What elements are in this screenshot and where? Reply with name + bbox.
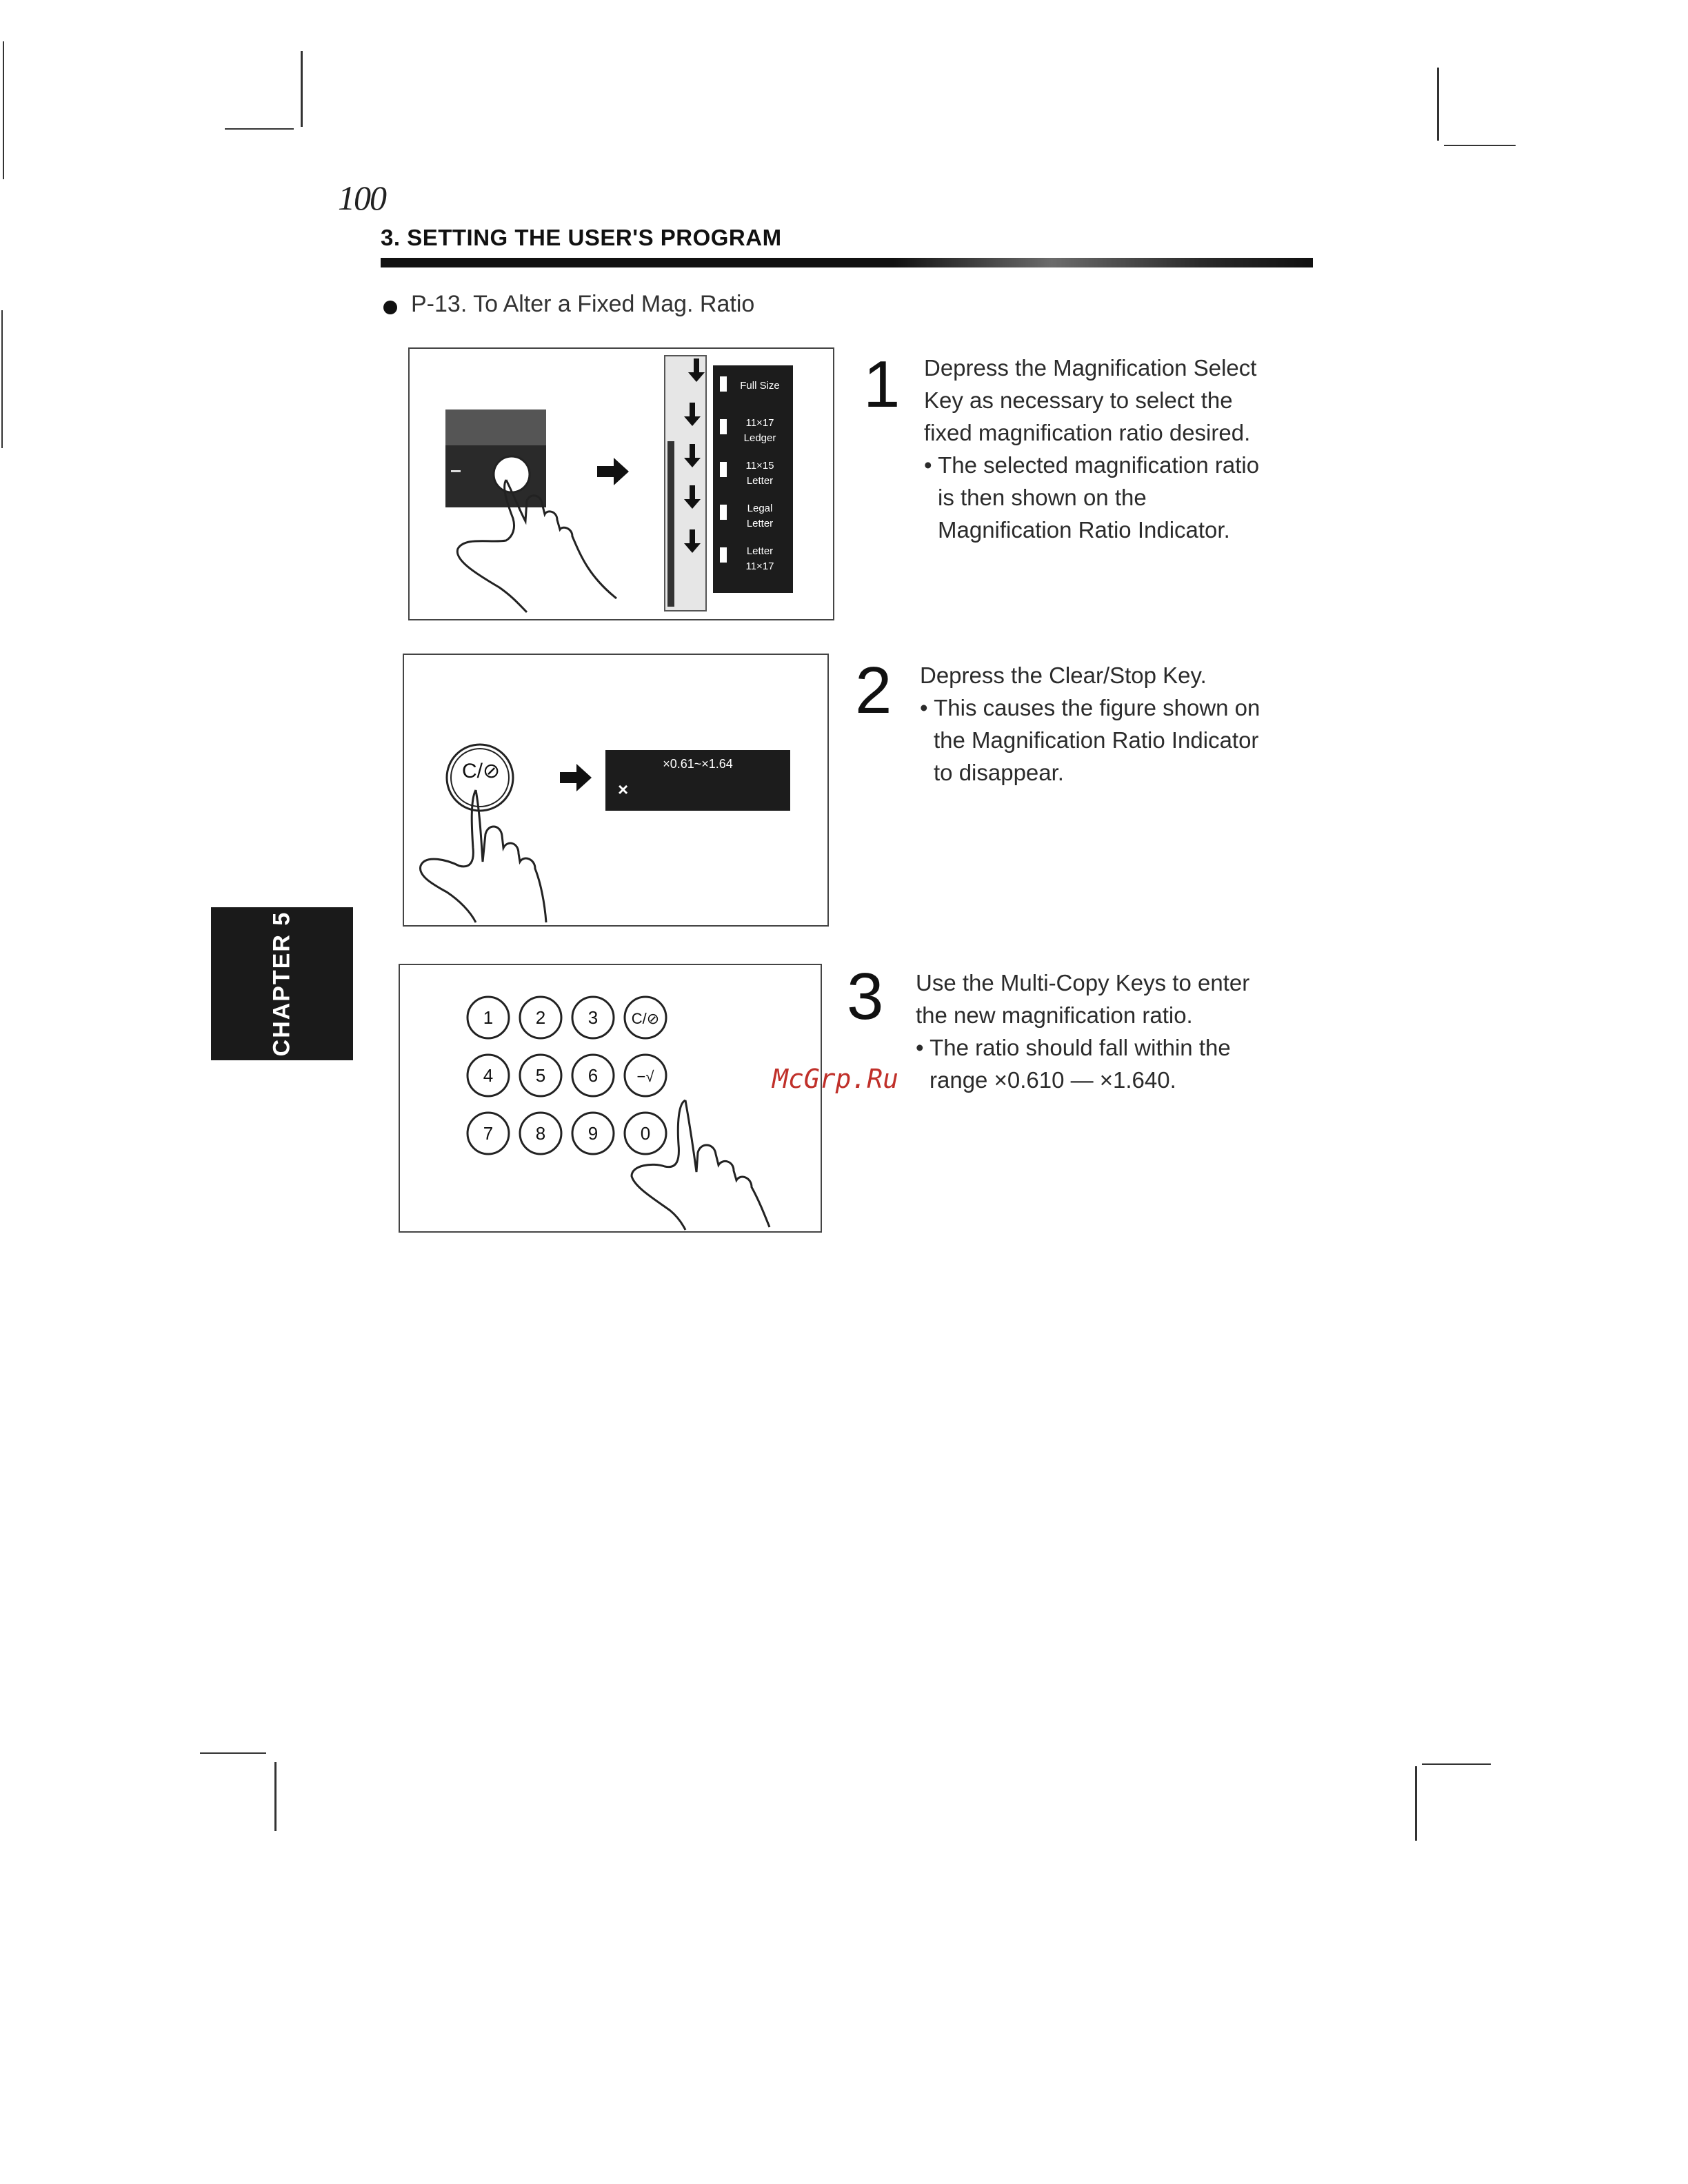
step-number: 2 xyxy=(855,654,892,727)
ratio-label-top: Legal xyxy=(747,503,773,514)
crop-mark xyxy=(1,310,3,448)
ratio-label-top: Letter xyxy=(746,545,774,557)
step-note-line: • The selected magnification ratio xyxy=(924,452,1260,478)
figure-magnification-select-drawing xyxy=(410,349,833,619)
watermark: McGrp.Ru xyxy=(772,1064,899,1094)
keypad-key-label: 8 xyxy=(535,1123,546,1144)
control-panel-display xyxy=(445,410,546,445)
crop-mark xyxy=(1422,1763,1491,1765)
keypad-key-label: C/⊘ xyxy=(631,1010,660,1027)
keypad-key-label: 9 xyxy=(587,1123,599,1144)
key-mark xyxy=(451,470,461,472)
crop-mark xyxy=(1437,68,1439,141)
step-note-line: range ×0.610 — ×1.640. xyxy=(930,1067,1176,1093)
keypad-key-label: 5 xyxy=(535,1065,546,1086)
step-note-line: • This causes the figure shown on xyxy=(920,695,1260,720)
keypad-key-label: 6 xyxy=(587,1065,599,1086)
crop-mark xyxy=(1444,145,1516,146)
ratio-led-icon xyxy=(720,505,727,520)
ratio-label-bottom: Letter xyxy=(746,518,774,529)
crop-mark xyxy=(200,1752,266,1754)
step-number: 1 xyxy=(863,347,901,421)
crop-mark xyxy=(1415,1766,1417,1841)
chapter-tab-label: CHAPTER 5 xyxy=(268,911,295,1057)
step-3-text xyxy=(916,967,1309,1096)
indicator-strip-bar xyxy=(667,441,674,607)
ratio-label-bottom: Letter xyxy=(746,475,774,487)
step-note-line: is then shown on the xyxy=(938,485,1147,510)
ratio-led-icon xyxy=(720,462,727,477)
ratio-label-top: Full Size xyxy=(740,380,780,392)
figure-multi-copy-keys-drawing xyxy=(400,965,821,1231)
ratio-led-icon xyxy=(720,419,727,434)
indicator-symbol: × xyxy=(618,779,629,800)
keypad-key-label: 7 xyxy=(483,1123,494,1144)
keypad-key-label: 0 xyxy=(640,1123,651,1144)
keypad-key-label: 1 xyxy=(483,1007,494,1028)
step-line: the new magnification ratio. xyxy=(916,1002,1193,1028)
ratio-label-bottom: Ledger xyxy=(743,432,776,444)
figure-clear-stop xyxy=(403,654,829,927)
ratio-label-bottom: 11×17 xyxy=(745,560,774,572)
arrow-right-icon xyxy=(597,458,629,485)
ratio-led-icon xyxy=(720,547,727,563)
step-line: fixed magnification ratio desired. xyxy=(924,420,1251,445)
chapter-tab xyxy=(211,907,353,1060)
keypad-key-label: 4 xyxy=(483,1065,494,1086)
step-line: Depress the Magnification Select xyxy=(924,355,1257,381)
indicator-range-text: ×0.61~×1.64 xyxy=(663,757,733,771)
arrow-right-icon xyxy=(560,764,592,791)
ratio-label-top: 11×17 xyxy=(745,417,774,429)
crop-mark xyxy=(274,1762,277,1831)
keypad-key-label: −√ xyxy=(636,1068,654,1085)
magnification-select-key-icon xyxy=(494,456,530,492)
step-line: Depress the Clear/Stop Key. xyxy=(920,663,1207,688)
crop-mark xyxy=(225,128,294,130)
section-title: 3. SETTING THE USER'S PROGRAM xyxy=(381,225,782,250)
page-number: 100 xyxy=(338,179,385,217)
clear-stop-key-label: C/⊘ xyxy=(462,760,501,782)
keypad-key-label: 2 xyxy=(535,1007,546,1028)
section-rule xyxy=(381,258,1313,267)
step-1-text xyxy=(924,352,1310,546)
ratio-label-top: 11×15 xyxy=(745,460,774,472)
figure-magnification-select xyxy=(408,347,834,620)
step-line: Key as necessary to select the xyxy=(924,387,1233,413)
procedure-heading: P-13. To Alter a Fixed Mag. Ratio xyxy=(411,291,755,317)
step-note-line: Magnification Ratio Indicator. xyxy=(938,517,1230,543)
step-note-line: to disappear. xyxy=(934,760,1064,785)
step-line: Use the Multi-Copy Keys to enter xyxy=(916,970,1250,995)
crop-mark xyxy=(3,41,4,179)
keypad-key-label: 3 xyxy=(587,1007,599,1028)
crop-mark xyxy=(301,51,303,127)
figure-multi-copy-keys xyxy=(399,964,822,1233)
step-note-line: • The ratio should fall within the xyxy=(916,1035,1231,1060)
step-2-text xyxy=(920,659,1313,789)
figure-clear-stop-drawing xyxy=(404,655,827,925)
step-number: 3 xyxy=(847,960,884,1033)
step-note-line: the Magnification Ratio Indicator xyxy=(934,727,1259,753)
bullet-icon xyxy=(383,301,397,314)
ratio-led-icon xyxy=(720,376,727,392)
multi-copy-keypad xyxy=(468,997,666,1154)
